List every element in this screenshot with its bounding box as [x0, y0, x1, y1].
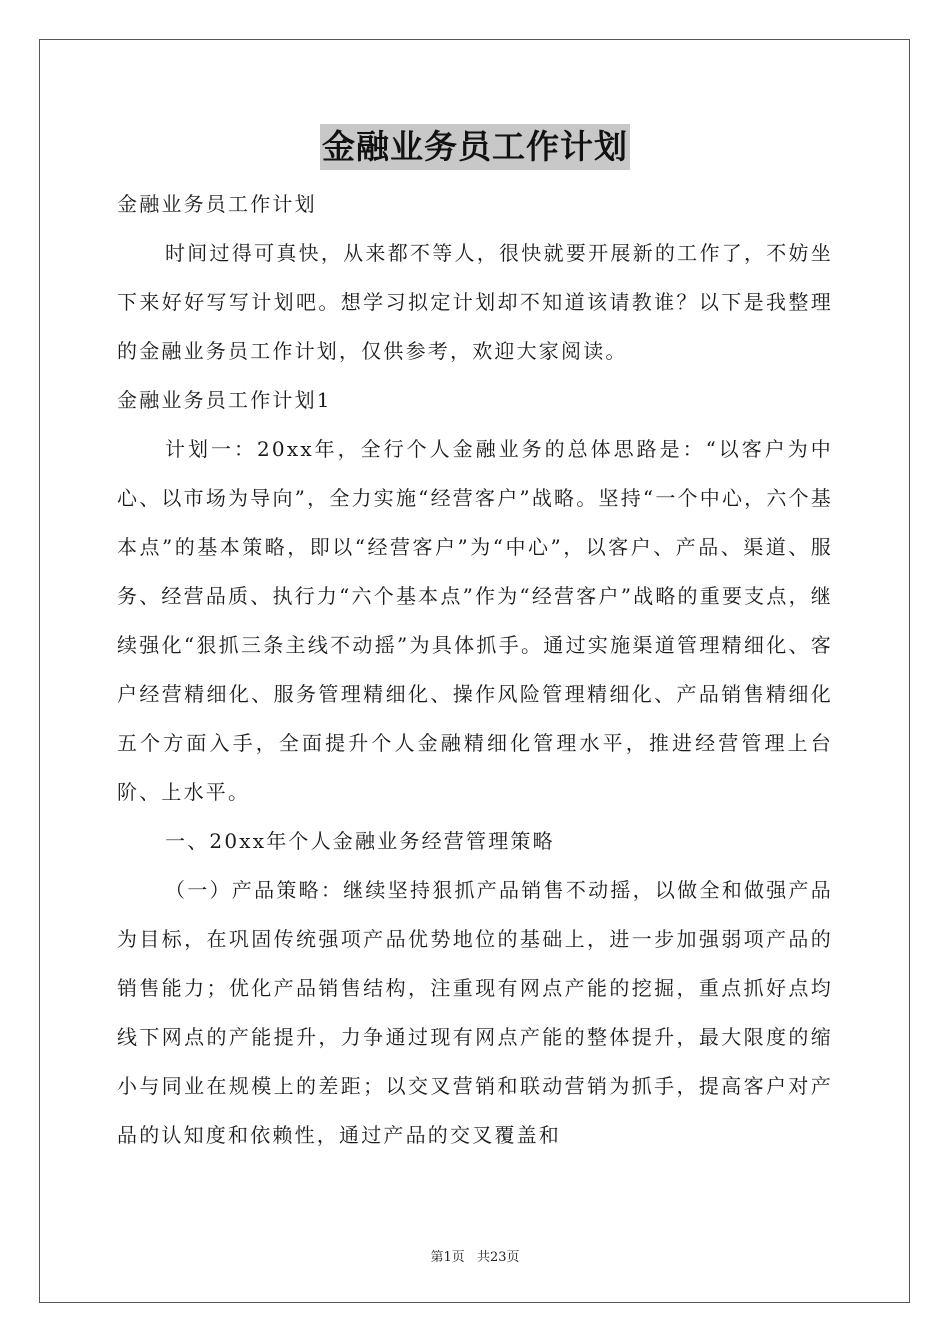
product-strategy-paragraph: （一）产品策略：继续坚持狠抓产品销售不动摇，以做全和做强产品为目标，在巩固传统强项产品优势地位的基础上，进一步加强弱项产品的销售能力；优化产品销售结构，注重现有网点产能的挖掘，重点抓好点均线下网点的产能提升，力争通过现有网点产能的整体提升，最大限度的缩小与同业在规模上的差距；以交叉营销和联动营销为抓手，提高客户对产品的认知度和依赖性，通过产品的交叉覆盖和 [117, 878, 833, 1147]
strategy-heading: 一、20xx年个人金融业务经营管理策略 [165, 829, 555, 853]
page-number: 第1页 [430, 1250, 465, 1265]
document-title: 金融业务员工作计划 [320, 124, 630, 170]
title-container [0, 124, 950, 170]
section-heading: 金融业务员工作计划1 [117, 388, 332, 412]
page-total: 共23页 [476, 1250, 520, 1265]
intro-paragraph: 时间过得可真快，从来都不等人，很快就要开展新的工作了，不妨坐下来好好写写计划吧。想学习拟定计划却不知道该请教谁？以下是我整理的金融业务员工作计划，仅供参考，欢迎大家阅读。 [117, 241, 833, 363]
plan-paragraph: 计划一：20xx年，全行个人金融业务的总体思路是：“以客户为中心、以市场为导向”，全力实施“经营客户”战略。坚持“一个中心，六个基本点”的基本策略，即以“经营客户”为“中心”，以客户、产品、渠道、服务、经营品质、执行力“六个基本点”作为“经营客户”战略的重要支点，继续强化“狠抓三条主线不动摇”为具体抓手。通过实施渠道管理精细化、客户经营精细化、服务管理精细化、操作风险管理精细化、产品销售精细化五个方面入手，全面提升个人金融精细化管理水平，推进经营管理上台阶、上水平。 [117, 437, 833, 804]
subtitle-line: 金融业务员工作计划 [117, 192, 317, 216]
document-body [117, 180, 833, 1160]
page-footer [0, 1246, 950, 1265]
